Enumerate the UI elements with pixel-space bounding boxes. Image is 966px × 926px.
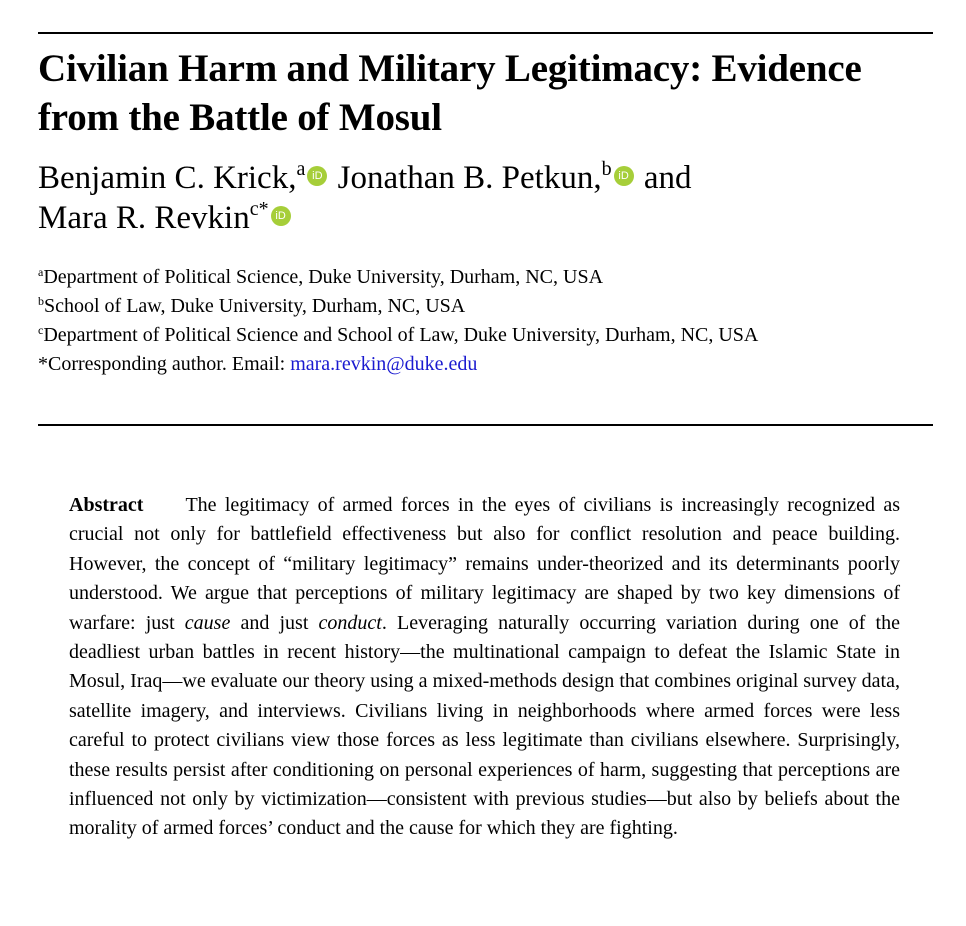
author-affiliation-mark: a	[296, 158, 306, 180]
author-affiliation-mark: c*	[249, 198, 269, 220]
author-name: Benjamin C. Krick,	[38, 160, 297, 196]
corresponding-author	[38, 350, 938, 379]
affiliation-item	[38, 292, 938, 321]
affiliation-text: School of Law, Duke University, Durham, NC, USA	[44, 295, 466, 317]
author-separator: and	[643, 160, 692, 196]
affiliation-mark: a	[38, 265, 44, 279]
affiliation-list	[38, 263, 938, 379]
author-list	[38, 158, 938, 238]
author-name: Mara R. Revkin	[38, 200, 250, 236]
orcid-icon[interactable]: iD	[614, 166, 634, 186]
abstract-label: Abstract	[69, 494, 144, 516]
paper-title: Civilian Harm and Military Legitimacy: Evidence from the Battle of Mosul	[38, 47, 862, 139]
abstract-text: . Leveraging naturally occurring variation during one of the deadliest urban battles in recent history—the multinational campaign to defeat the Islamic State in Mosul, Iraq—we evaluate our theory using a mixed-methods design that combines original survey data, satellite imagery, and interviews. Civilians living in neighborhoods where armed forces were less careful to protect civilians view those forces as less legitimate than civilians elsewhere. Surprisingly, these results persist after conditioning on personal experiences of harm, suggesting that perceptions are influenced not only by victimization—consistent with previous studies—but also by beliefs about the morality of armed forces’ conduct and the cause for which they are fighting.	[69, 611, 900, 840]
affiliation-mark: c	[38, 323, 44, 337]
orcid-icon[interactable]: iD	[271, 206, 291, 226]
abstract-text: and just	[230, 611, 319, 634]
top-rule	[38, 32, 933, 34]
corresponding-label: *Corresponding author. Email:	[38, 353, 291, 375]
author-name: Jonathan B. Petkun,	[337, 160, 602, 196]
abstract-emphasis: conduct	[318, 611, 382, 634]
affiliation-item	[38, 321, 938, 350]
orcid-icon[interactable]: iD	[307, 166, 327, 186]
author-affiliation-mark: b	[601, 158, 612, 180]
affiliation-text: Department of Political Science and School of Law, Duke University, Durham, NC, USA	[43, 324, 759, 346]
abstract	[69, 491, 900, 844]
affiliation-mark: b	[38, 294, 44, 308]
abstract-text: The legitimacy of armed forces in the eyes of civilians is increasingly recognized as crucial not only for battlefield effectiveness but also for conflict resolution and peace building. However, the concept of “military legitimacy” remains under-theorized and its determinants poorly understood. We argue that perceptions of military legitimacy are shaped by two key dimensions of warfare: just	[69, 494, 900, 634]
email-link[interactable]: mara.revkin@duke.edu	[290, 353, 478, 375]
abstract-emphasis: cause	[184, 611, 231, 634]
affiliation-text: Department of Political Science, Duke University, Durham, NC, USA	[43, 266, 604, 288]
bottom-rule	[38, 424, 933, 426]
affiliation-item	[38, 263, 938, 292]
